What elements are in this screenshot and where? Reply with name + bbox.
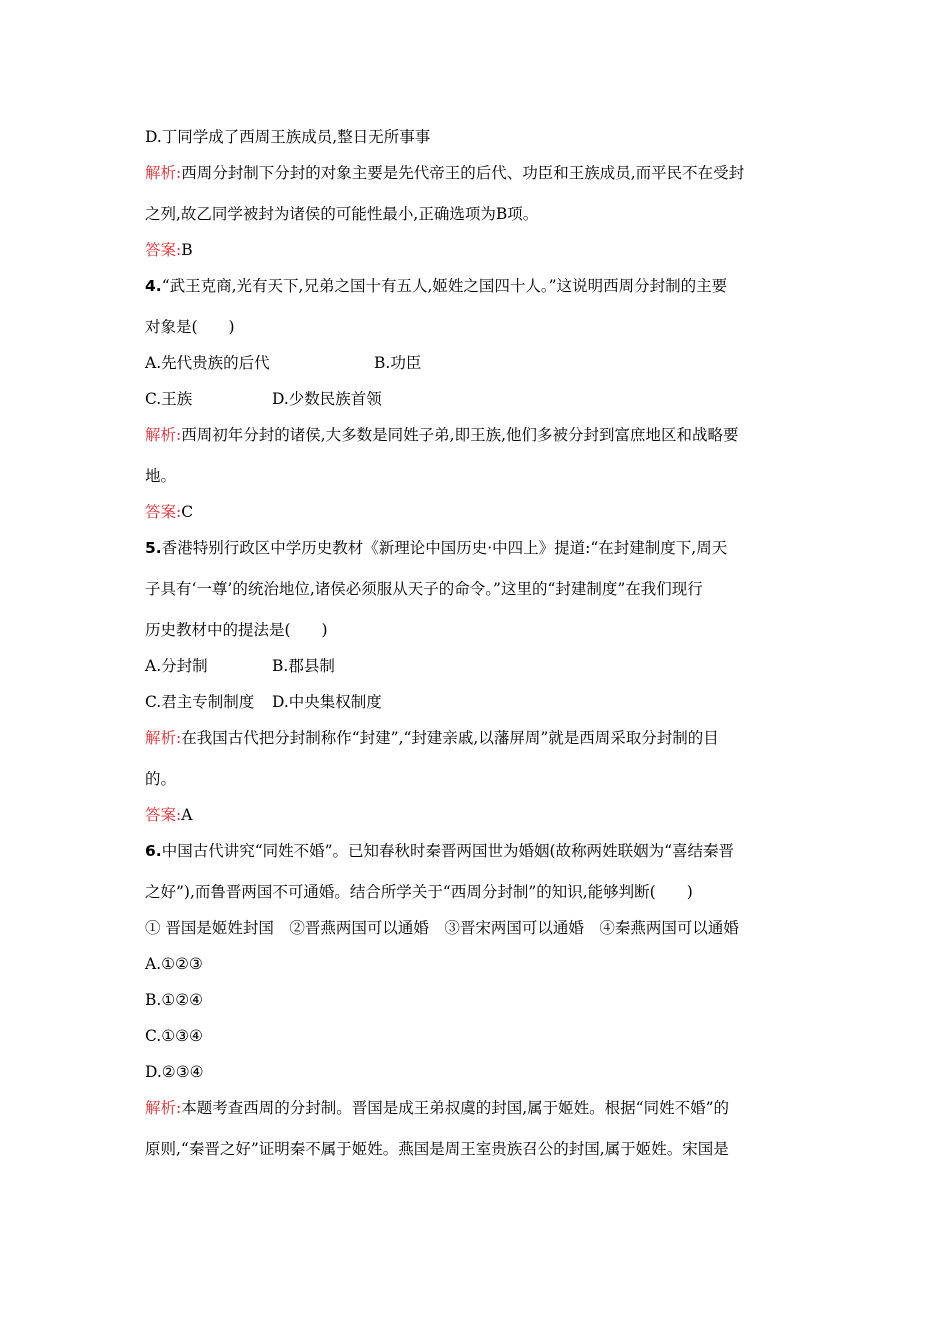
question-number: 5. xyxy=(145,539,162,557)
q4-answer xyxy=(145,502,193,522)
answer-value: C xyxy=(181,503,194,521)
analysis-label: 解析: xyxy=(145,1099,182,1117)
analysis-text: 在我国古代把分封制称作“封建”,“封建亲戚,以藩屏周”就是西周采取分封制的目 xyxy=(181,729,719,747)
q6-option-b: B.①②④ xyxy=(145,991,204,1009)
q5-answer xyxy=(145,805,192,825)
stem-text: “武王克商,光有天下,兄弟之国十有五人,姬姓之国四十人。”这说明西周分封制的主要 xyxy=(161,277,728,295)
q5-analysis-line-2: 的。 xyxy=(145,770,177,788)
answer-label: 答案: xyxy=(145,241,182,259)
q6-analysis-line-1 xyxy=(145,1098,729,1118)
q5-stem-line-3: 历史教材中的提法是( ) xyxy=(145,621,328,639)
q5-options-row-1 xyxy=(145,656,335,676)
q3-answer xyxy=(145,240,193,260)
q5-options-row-2 xyxy=(145,692,382,712)
q4-analysis-line-1 xyxy=(145,425,739,445)
analysis-label: 解析: xyxy=(145,729,182,747)
q6-stem-line-1 xyxy=(145,841,734,861)
q4-options-row-2 xyxy=(145,389,382,409)
q5-option-c: C.君主专制制度 xyxy=(145,693,255,711)
answer-value: A xyxy=(181,806,193,824)
q6-option-a: A.①②③ xyxy=(145,955,203,973)
q3-analysis-line-1 xyxy=(145,163,744,183)
analysis-label: 解析: xyxy=(145,426,182,444)
q4-analysis-line-2: 地。 xyxy=(145,467,177,485)
q3-option-d: D.丁同学成了西周王族成员,整日无所事事 xyxy=(145,128,431,146)
analysis-text: 西周分封制下分封的对象主要是先代帝王的后代、功臣和王族成员,而平民不在受封 xyxy=(181,164,745,182)
question-number: 6. xyxy=(145,842,162,860)
analysis-label: 解析: xyxy=(145,164,182,182)
q4-option-d: D.少数民族首领 xyxy=(272,390,382,408)
question-number: 4. xyxy=(145,277,162,295)
stem-text: 中国古代讲究“同姓不婚”。已知春秋时秦晋两国世为婚姻(故称两姓联姻为“喜结秦晋 xyxy=(161,842,735,860)
q4-options-row-1 xyxy=(145,353,422,373)
q6-statements: ① 晋国是姬姓封国 ②晋燕两国可以通婚 ③晋宋两国可以通婚 ④秦燕两国可以通婚 xyxy=(145,919,739,937)
q5-option-a: A.分封制 xyxy=(145,657,208,675)
answer-value: B xyxy=(181,241,193,259)
analysis-text: 本题考查西周的分封制。晋国是成王弟叔虞的封国,属于姬姓。根据“同姓不婚”的 xyxy=(181,1099,730,1117)
q5-stem-line-1 xyxy=(145,538,727,558)
analysis-text: 西周初年分封的诸侯,大多数是同姓子弟,即王族,他们多被分封到富庶地区和战略要 xyxy=(181,426,739,444)
q5-stem-line-2: 子具有‘一尊’的统治地位,诸侯必须服从天子的命令。”这里的“封建制度”在我们现行 xyxy=(145,580,703,598)
q4-stem-line-1 xyxy=(145,276,727,296)
q5-option-b: B.郡县制 xyxy=(272,657,335,675)
q4-option-b: B.功臣 xyxy=(374,354,422,372)
answer-label: 答案: xyxy=(145,806,182,824)
stem-text: 香港特别行政区中学历史教材《新理论中国历史·中四上》提道:“在封建制度下,周天 xyxy=(161,539,728,557)
q3-analysis-line-2: 之列,故乙同学被封为诸侯的可能性最小,正确选项为B项。 xyxy=(145,205,539,223)
q4-stem-line-2: 对象是( ) xyxy=(145,318,235,336)
q5-analysis-line-1 xyxy=(145,728,719,748)
q6-stem-line-2: 之好”),而鲁晋两国不可通婚。结合所学关于“西周分封制”的知识,能够判断( ) xyxy=(145,883,693,901)
q5-option-d: D.中央集权制度 xyxy=(272,693,382,711)
q4-option-a: A.先代贵族的后代 xyxy=(145,354,270,372)
answer-label: 答案: xyxy=(145,503,182,521)
q6-option-c: C.①③④ xyxy=(145,1027,203,1045)
q6-analysis-line-2: 原则,“秦晋之好”证明秦不属于姬姓。燕国是周王室贵族召公的封国,属于姬姓。宋国是 xyxy=(145,1140,729,1158)
q6-option-d: D.②③④ xyxy=(145,1063,204,1081)
q4-option-c: C.王族 xyxy=(145,390,193,408)
